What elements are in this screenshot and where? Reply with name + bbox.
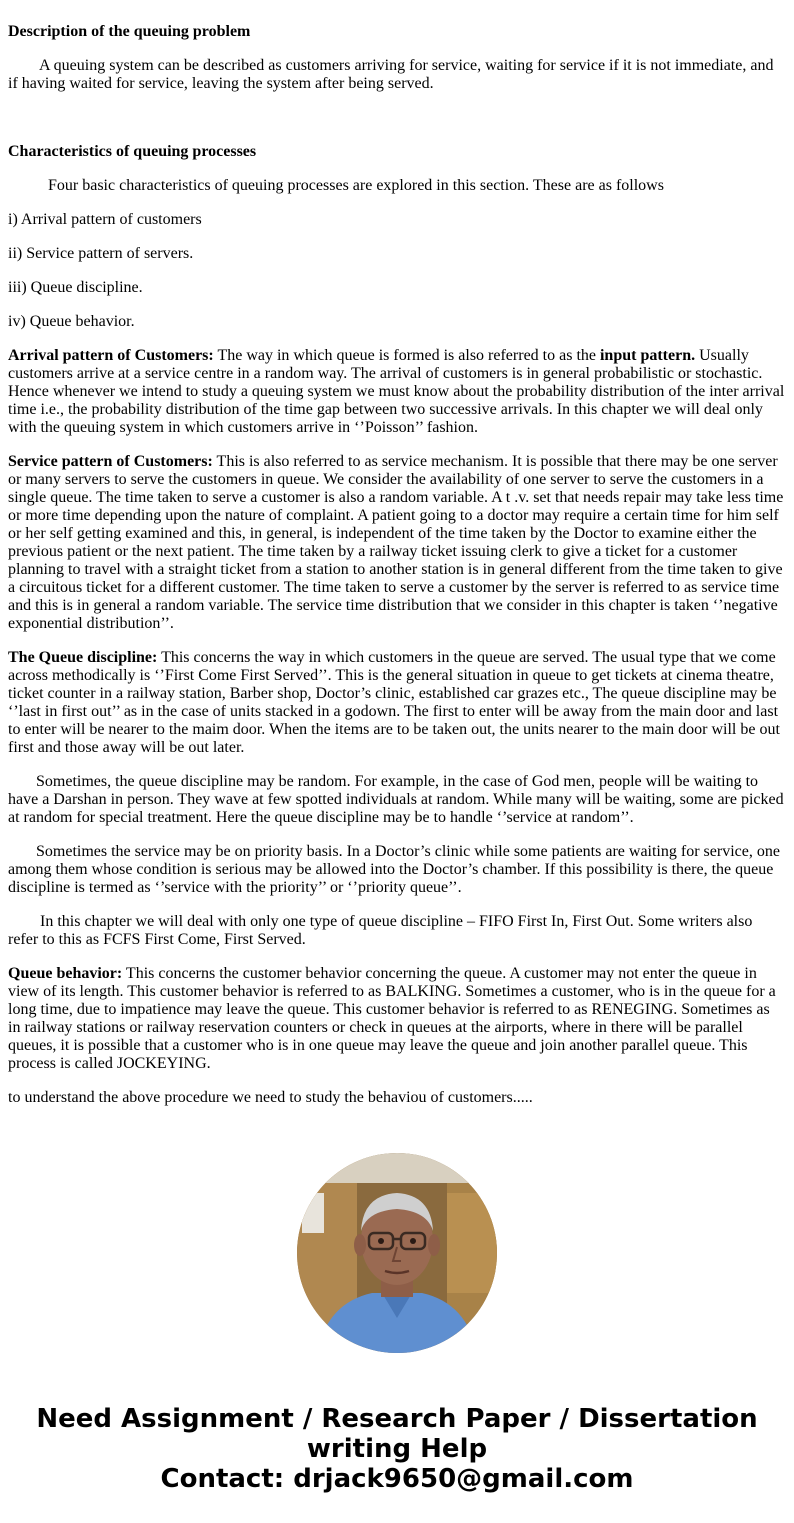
person-portrait-icon <box>297 1153 497 1353</box>
service-pattern-label: Service pattern of Customers: <box>8 453 213 470</box>
paragraph-arrival-pattern <box>8 347 786 437</box>
section-heading-characteristics: Characteristics of queuing processes <box>8 143 257 160</box>
list-item: iv) Queue behavior. <box>8 313 135 330</box>
queue-behavior-text: This concerns the customer behavior concerning the queue. A customer may not enter the queue in view of its length. This customer behavior is referred to as BALKING. Sometimes a customer, who is in the queue for a long time, due to impatience may leave the queue. This customer behavior is referred to as RENEGING. Sometimes as in railway stations or railway reservation counters or check in queues at the airports, where in there will be parallel queues, it is possible that a customer who is in one queue may leave the queue and join another parallel queue. This process is called JOCKEYING. <box>8 965 776 1072</box>
paragraph-queuing-problem: A queuing system can be described as customers arriving for service, waiting for service if it is not immediate, and if having waited for service, leaving the system after being served. <box>8 57 774 92</box>
list-item: ii) Service pattern of servers. <box>8 245 194 262</box>
paragraph-priority-discipline: Sometimes the service may be on priority basis. In a Doctor’s clinic while some patients are waiting for service, one among them whose condition is serious may be allowed into the Doctor’s chamber. If this possibility is there, the queue discipline is termed as ‘’service with the priority’’ or ‘’priority queue’’. <box>8 843 780 896</box>
paragraph-closing: to understand the above procedure we need to study the behaviou of customers..... <box>8 1089 533 1106</box>
arrival-pattern-text-continued: Usually customers arrive at a service centre in a random way. The arrival of customers is in general probabilistic or stochastic. Hence whenever we intend to study a queuing system we must know about the probability distribution of the inter arrival time i.e., the probability distribution of the time gap between two successive arrivals. In this chapter we will deal only with the queuing system in which customers arrive in ‘’Poisson’’ fashion. <box>8 347 785 436</box>
input-pattern-term: input pattern. <box>599 347 696 364</box>
service-pattern-text: This is also referred to as service mechanism. It is possible that there may be one server or many servers to serve the customers in queue. We consider the availability of one server to serve the customers in a single queue. The time taken to serve a customer is also a random variable. A t .v. set that needs repair may take less time or more time depending upon the nature of complaint. A patient going to a doctor may require a certain time for him self or her self getting examined and this, in general, is independent of the time taken by the Doctor to examine either the previous patient or the next patient. The time taken by a railway ticket issuing clerk to give a ticket for a customer planning to travel with a straight ticket from a station to another station is in general different from the time taken to give a circuitous ticket for a different customer. The time taken to serve a customer by the server is referred to as service time and this is in general a random variable. The service time distribution that we consider in this chapter is taken ‘’negative exponential distribution’’. <box>8 453 784 632</box>
promo-banner <box>0 1404 794 1494</box>
promo-contact: Contact: drjack9650@gmail.com <box>160 1464 634 1494</box>
promo-line: writing Help <box>306 1434 488 1464</box>
author-photo <box>297 1153 497 1353</box>
paragraph-random-discipline: Sometimes, the queue discipline may be random. For example, in the case of God men, people will be waiting to have a Darshan in person. They wave at few spotted individuals at random. While many will be waiting, some are picked at random for special treatment. Here the queue discipline may be to handle ‘’service at random’’. <box>8 773 784 826</box>
paragraph-characteristics-intro: Four basic characteristics of queuing processes are explored in this section. These are as follows <box>48 177 664 194</box>
promo-line: Need Assignment / Research Paper / Dissertation <box>36 1404 758 1434</box>
list-item: i) Arrival pattern of customers <box>8 211 202 228</box>
queue-discipline-label: The Queue discipline: <box>8 649 158 666</box>
paragraph-fifo: In this chapter we will deal with only one type of queue discipline – FIFO First In, First Out. Some writers also refer to this as FCFS First Come, First Served. <box>8 913 753 948</box>
paragraph-service-pattern <box>8 453 786 633</box>
document-body <box>8 23 786 1107</box>
list-item: iii) Queue discipline. <box>8 279 143 296</box>
paragraph-queue-discipline <box>8 649 786 757</box>
arrival-pattern-text: The way in which queue is formed is also referred to as the <box>213 347 600 364</box>
queue-behavior-label: Queue behavior: <box>8 965 123 982</box>
arrival-pattern-label: Arrival pattern of Customers: <box>8 347 214 364</box>
paragraph-queue-behavior <box>8 965 786 1073</box>
section-heading-queuing-problem: Description of the queuing problem <box>8 23 251 40</box>
queue-discipline-text: This concerns the way in which customers in the queue are served. The usual type that we come across methodically is ‘’First Come First Served’’. This is the general situation in queue to get tickets at cinema theatre, ticket counter in a railway station, Barber shop, Doctor’s clinic, established car grazes etc., The queue discipline may be ‘’last in first out’’ as in the case of units stacked in a godown. The first to enter will be away from the main door and last to enter will be nearer to the maim door. When the items are to be taken out, the units nearer to the main door will be out first and those away will be out later. <box>8 649 780 756</box>
